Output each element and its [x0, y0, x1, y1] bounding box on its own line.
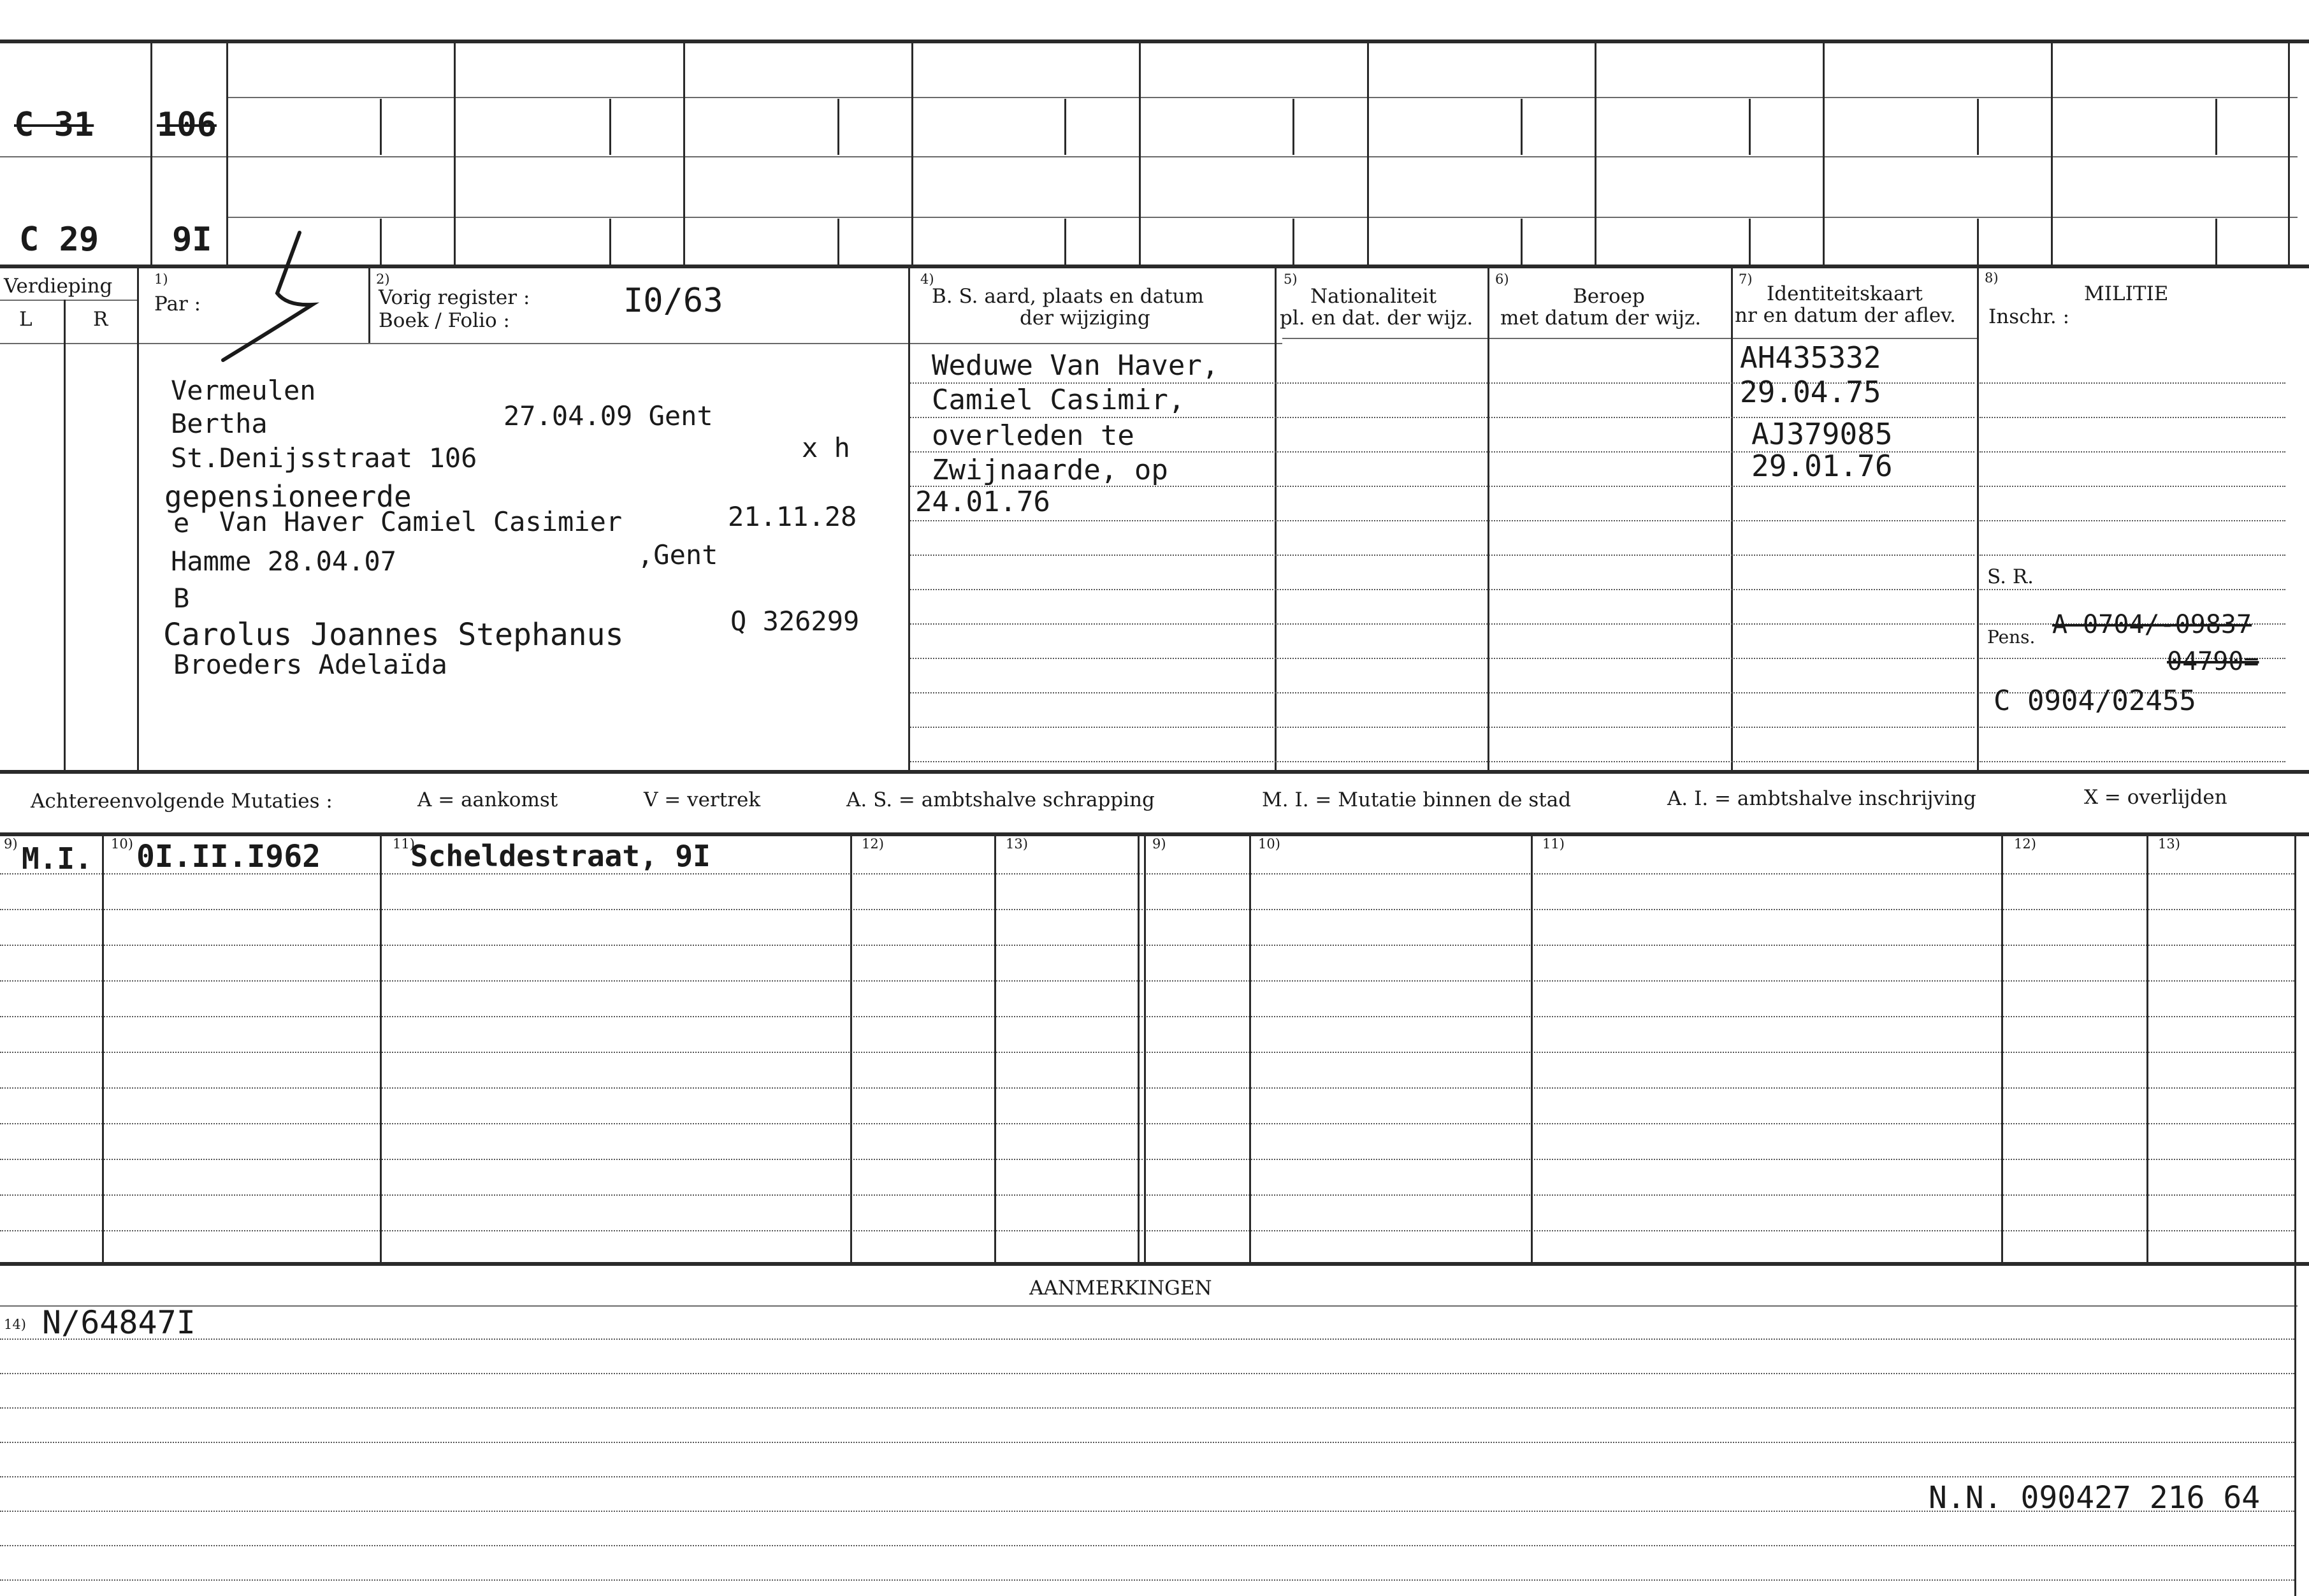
top-grid-divider — [2051, 40, 2053, 266]
mutation-type: M.I. — [22, 841, 92, 876]
mutation-col-number: 9) — [4, 836, 18, 852]
top-border — [0, 40, 2309, 43]
remarks-title: AANMERKINGEN — [1029, 1277, 1212, 1300]
ruled-line — [1980, 382, 2285, 384]
top-grid-subdivider — [2215, 99, 2217, 155]
bs-entry-line: Zwijnaarde, op — [932, 454, 1168, 486]
ruled-line — [0, 873, 2294, 874]
top-grid-subdivider — [1977, 219, 1979, 265]
occupation: gepensioneerde — [164, 479, 412, 514]
top-grid-line — [226, 97, 2298, 98]
father-name: Carolus Joannes Stephanus — [163, 617, 624, 653]
pension-number: C 0904/02455 — [1994, 685, 2196, 717]
top-grid-line — [0, 156, 2298, 157]
top-grid-subdivider — [2215, 219, 2217, 265]
col-divider-nat — [1275, 266, 1277, 771]
bs-entry-line: Camiel Casimir, — [932, 384, 1185, 416]
mil-number: 8) — [1985, 270, 1999, 286]
legend-title: Achtereenvolgende Mutaties : — [31, 790, 333, 813]
col-divider-ber — [1487, 266, 1489, 771]
legend-death: X = overlijden — [2084, 786, 2227, 809]
ruled-line — [910, 555, 1974, 556]
nat-header-line1: Nationaliteit — [1310, 285, 1437, 308]
header-bottom-line — [0, 343, 1282, 344]
top-grid-subdivider — [1064, 219, 1066, 265]
col-divider-mil — [1977, 266, 1979, 771]
header-bottom-line — [1282, 338, 1977, 339]
id-number: 7) — [1739, 272, 1753, 287]
ruled-line — [1980, 555, 2285, 556]
remarks-number: 14) — [4, 1317, 26, 1332]
nat-number: 5) — [1284, 272, 1298, 287]
ruled-line — [1980, 417, 2285, 418]
ruled-line — [0, 1016, 2294, 1017]
current-section-code: C 29 — [19, 221, 99, 259]
pension-number-struck: 04790= — [2167, 647, 2259, 676]
col-divider-id — [1731, 266, 1733, 771]
ruled-line — [0, 1123, 2294, 1124]
ruled-line — [0, 1407, 2294, 1409]
top-grid-subdivider — [1064, 99, 1066, 155]
ruled-line — [1980, 520, 2285, 521]
right-edge-line — [2294, 832, 2296, 1596]
birth-date-place: 27.04.09 Gent — [503, 400, 713, 432]
ruled-line — [1980, 589, 2285, 590]
top-grid-subdivider — [837, 219, 839, 265]
top-grid-subdivider — [1521, 219, 1523, 265]
mother-name: Broeders Adelaïda — [173, 649, 447, 680]
mutation-col-number: 11) — [393, 836, 415, 852]
mutation-col-divider — [994, 832, 996, 1262]
col-divider-lr — [64, 300, 66, 771]
top-grid-divider — [1139, 40, 1141, 266]
ruled-line — [910, 727, 1974, 728]
top-grid-divider — [1595, 40, 1596, 266]
ber-number: 6) — [1495, 272, 1509, 287]
top-grid-subdivider — [1749, 219, 1751, 265]
top-grid-subdivider — [837, 99, 839, 155]
ruled-line — [1980, 451, 2285, 453]
ruled-line — [1980, 761, 2285, 762]
spouse-birth: Hamme 28.04.07 — [171, 546, 397, 577]
id-header-line1: Identiteitskaart — [1767, 282, 1923, 305]
top-grid-subdivider — [380, 219, 382, 265]
top-grid-subdivider — [1977, 99, 1979, 155]
verdieping-label: Verdieping — [4, 275, 113, 298]
ruled-line — [0, 1545, 2294, 1546]
national-number: N.N. 090427 216 64 — [1929, 1480, 2261, 1516]
top-grid-subdivider — [609, 219, 611, 265]
legend-internal-move: M. I. = Mutatie binnen de stad — [1262, 788, 1572, 811]
col-divider-bs — [908, 266, 910, 771]
ruled-line — [0, 1087, 2294, 1089]
inschr-label: Inschr. : — [1988, 305, 2070, 328]
top-grid-subdivider — [1292, 219, 1294, 265]
ruled-line — [910, 658, 1974, 659]
mutation-col-number: 10) — [111, 836, 133, 852]
ruled-line — [1980, 486, 2285, 487]
top-grid-divider — [1367, 40, 1369, 266]
top-grid-divider — [2288, 40, 2290, 266]
bs-number: 4) — [920, 272, 934, 287]
ruled-line — [910, 692, 1974, 693]
mutation-col-divider — [850, 832, 852, 1262]
pens-label: Pens. — [1987, 627, 2036, 648]
ruled-line — [0, 1194, 2294, 1196]
id-card-number: AJ379085 — [1751, 417, 1893, 451]
marital-mark: x h — [802, 432, 850, 463]
ruled-line — [910, 623, 1974, 625]
par-label: Par : — [154, 293, 201, 316]
mutation-col-number: 12) — [2014, 836, 2036, 852]
remarks-header-line — [0, 1305, 2298, 1307]
sr-label: S. R. — [1987, 565, 2034, 588]
mutation-col-divider — [380, 832, 382, 1262]
top-grid-line — [226, 217, 2298, 218]
mutation-col-number: 10) — [1258, 836, 1280, 852]
mutation-col-number: 12) — [862, 836, 884, 852]
mutations-bottom-line — [0, 1262, 2309, 1266]
top-grid-subdivider — [1749, 99, 1751, 155]
id-header-line2: nr en datum der aflev. — [1735, 304, 1956, 327]
ruled-line — [0, 1159, 2294, 1160]
mutation-col-divider — [102, 832, 104, 1262]
mutation-col-divider — [1531, 832, 1533, 1262]
vorig-register-value: I0/63 — [623, 282, 723, 320]
mutation-col-divider — [1249, 832, 1251, 1262]
par-initial-signature-icon — [217, 229, 370, 370]
ber-header-line1: Beroep — [1573, 285, 1645, 308]
top-grid-subdivider — [609, 99, 611, 155]
mutation-col-number: 9) — [1152, 836, 1166, 852]
q-number: Q 326299 — [730, 606, 860, 637]
b-mark: B — [173, 583, 190, 614]
pension-number-struck: A 0704/-09837 — [2052, 610, 2252, 639]
ruled-line — [910, 520, 1974, 521]
marriage-place: ,Gent — [637, 539, 718, 570]
ruled-line — [0, 980, 2294, 982]
bs-entry-line: overleden te — [932, 419, 1134, 452]
legend-official-deletion: A. S. = ambtshalve schrapping — [846, 788, 1155, 811]
nat-header-line2: pl. en dat. der wijz. — [1280, 307, 1473, 330]
top-grid-divider — [911, 40, 913, 266]
ruled-line — [0, 1052, 2294, 1053]
legend-departure: V = vertrek — [644, 788, 761, 811]
boek-folio-label: Boek / Folio : — [379, 309, 510, 332]
id-card-date: 29.04.75 — [1740, 375, 1881, 409]
mutation-col-divider — [1138, 832, 1140, 1262]
top-grid-subdivider — [1521, 99, 1523, 155]
old-section-code: C 31 — [14, 106, 94, 144]
id-card-date: 29.01.76 — [1751, 449, 1893, 483]
ber-header-line2: met datum der wijz. — [1500, 307, 1702, 330]
verdieping-split-line — [0, 300, 137, 301]
bs-header-line1: B. S. aard, plaats en datum — [932, 285, 1204, 308]
floor-left-label: L — [19, 308, 33, 331]
ruled-line — [0, 1338, 2294, 1340]
ruled-line — [0, 1230, 2294, 1231]
ruled-line — [0, 1442, 2294, 1443]
top-grid-subdivider — [380, 99, 382, 155]
bs-entry-line: Weduwe Van Haver, — [932, 349, 1219, 382]
par-number: 1) — [154, 272, 168, 287]
mutation-col-number: 11) — [1542, 836, 1565, 852]
legend-official-registration: A. I. = ambtshalve inschrijving — [1667, 787, 1976, 810]
top-grid-divider — [1823, 40, 1825, 266]
spouse-name: Van Haver Camiel Casimier — [219, 506, 623, 537]
mutation-col-divider — [1144, 832, 1146, 1262]
ruled-line — [910, 589, 1974, 590]
remarks-value: N/64847I — [42, 1304, 196, 1341]
top-grid-subdivider — [1292, 99, 1294, 155]
surname: Vermeulen — [171, 375, 316, 406]
top-grid-divider — [150, 40, 152, 266]
spouse-prefix: e — [173, 507, 190, 539]
ruled-line — [0, 1579, 2294, 1581]
id-card-number: AH435332 — [1740, 340, 1881, 375]
top-grid-divider — [683, 40, 685, 266]
person-section-bottom — [0, 770, 2309, 774]
militie-header: MILITIE — [2084, 282, 2169, 305]
mutation-col-divider — [2146, 832, 2148, 1262]
mutation-col-number: 13) — [2158, 836, 2180, 852]
ruled-line — [1980, 727, 2285, 728]
ruled-line — [910, 761, 1974, 762]
first-name: Bertha — [171, 408, 268, 439]
bs-entry-line: 24.01.76 — [915, 486, 1050, 518]
ruled-line — [0, 1476, 2294, 1477]
vorig-number: 2) — [376, 272, 390, 287]
bs-header-line2: der wijziging — [1020, 307, 1150, 330]
old-house-number: 106 — [157, 106, 217, 144]
ruled-line — [0, 909, 2294, 910]
mutation-col-number: 13) — [1006, 836, 1028, 852]
floor-right-label: R — [93, 308, 108, 331]
current-house-number: 9I — [172, 221, 212, 259]
legend-arrival: A = aankomst — [417, 788, 558, 811]
mutation-date: 0I.II.I962 — [136, 839, 321, 874]
mutation-address: Scheldestraat, 9I — [410, 839, 711, 873]
top-grid-divider — [454, 40, 456, 266]
marriage-date: 21.11.28 — [728, 501, 857, 532]
vorig-register-label: Vorig register : — [379, 286, 530, 309]
street-address: St.Denijsstraat 106 — [171, 442, 477, 474]
ruled-line — [0, 945, 2294, 946]
mutation-col-divider — [2001, 832, 2003, 1262]
ruled-line — [0, 1373, 2294, 1374]
col-divider-par — [137, 266, 139, 771]
